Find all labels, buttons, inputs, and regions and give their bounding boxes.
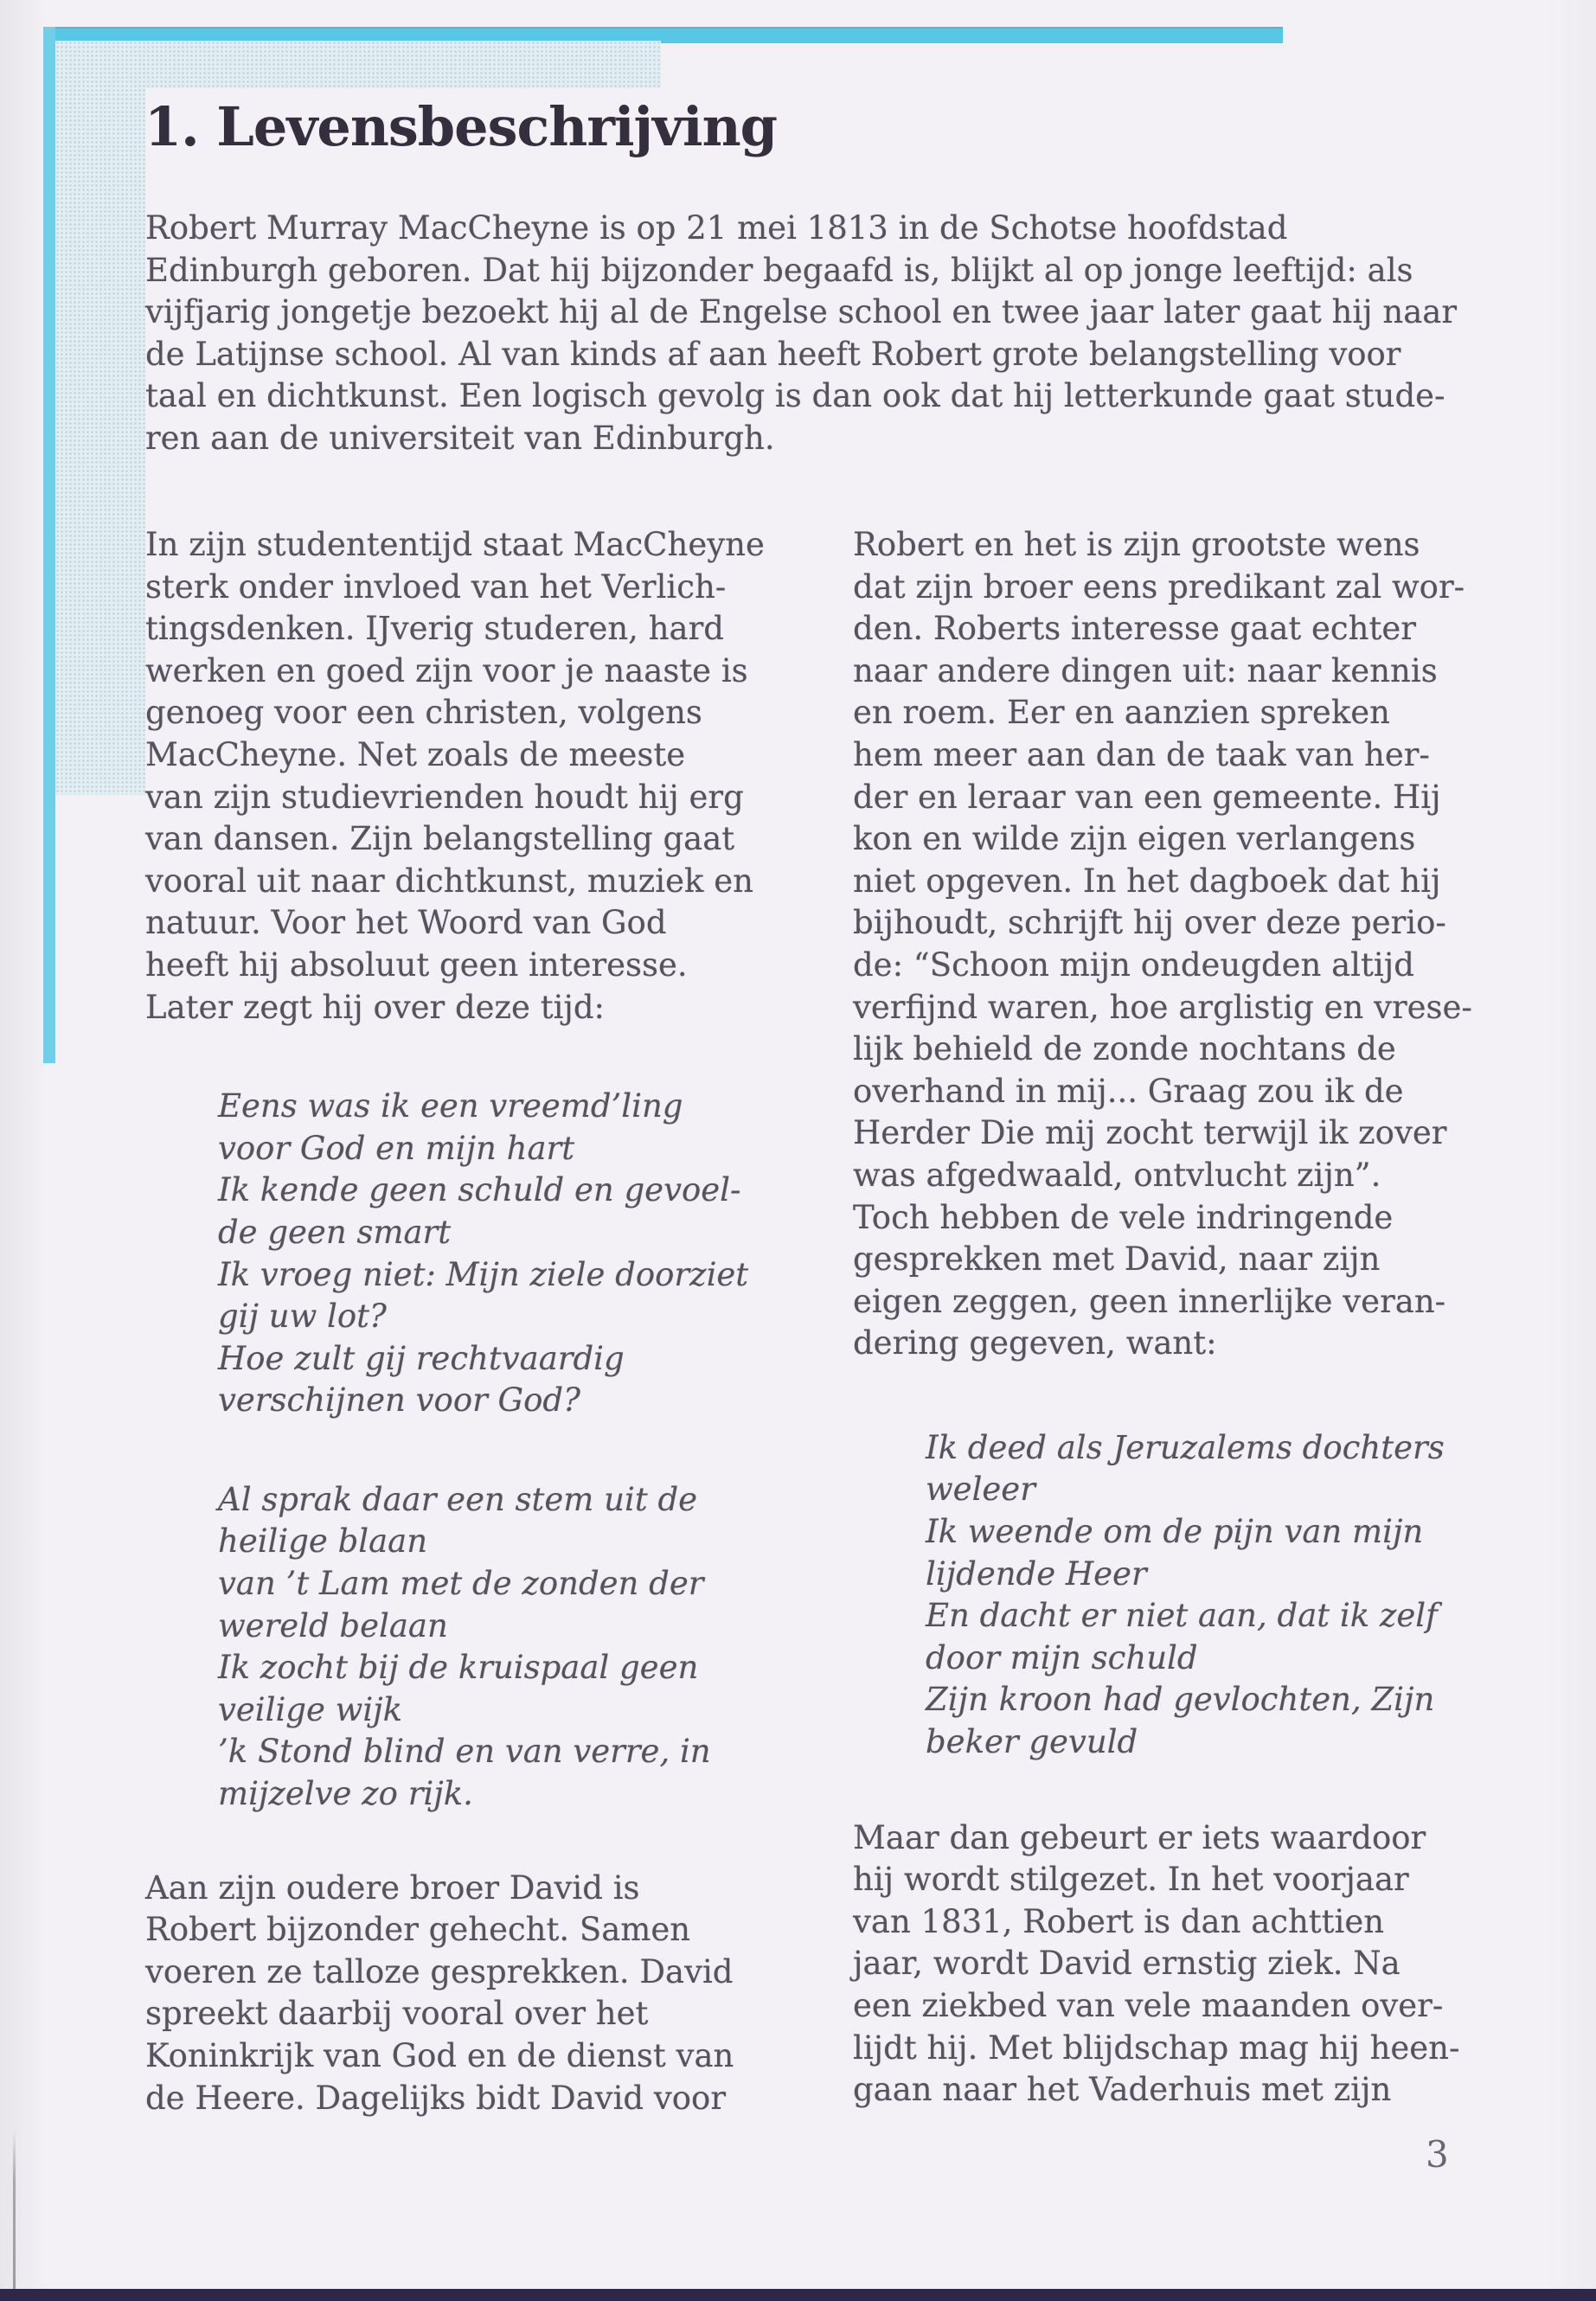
text-line: Koninkrijk van God en de dienst van	[145, 2037, 734, 2074]
text-line: niet opgeven. In het dagboek dat hij	[853, 862, 1441, 900]
text-line: de Heere. Dagelijks bidt David voor	[145, 2079, 727, 2117]
page-title: 1. Levensbeschrijving	[144, 95, 777, 158]
text-line: de: “Schoon mijn ondeugden altijd	[853, 945, 1414, 984]
text-line: tingsdenken. IJverig studeren, hard	[145, 610, 724, 648]
text-line: Herder Die mij zocht terwijl ik zover	[853, 1114, 1447, 1152]
text-line: ’k Stond blind en van verre, in	[218, 1733, 711, 1771]
text-line: Robert en het is zijn grootste wens	[853, 526, 1420, 563]
text-line: den. Roberts interesse gaat echter	[853, 610, 1416, 648]
text-line: een ziekbed van vele maanden over-	[853, 1987, 1444, 2024]
text-line: Later zegt hij over deze tijd:	[145, 988, 606, 1026]
text-line: was afgedwaald, ontvlucht zijn”.	[853, 1156, 1381, 1194]
right-paragraph-1	[853, 524, 1510, 1365]
intro-paragraph	[145, 208, 1495, 460]
text-line: Ik vroeg niet: Mijn ziele doorziet	[218, 1255, 749, 1293]
text-line: lijdt hij. Met blijdschap mag hij heen-	[853, 2029, 1460, 2067]
text-line: Ik kende geen schuld en gevoel-	[218, 1171, 741, 1209]
text-line: Ik weende om de pijn van mijn	[926, 1513, 1424, 1551]
left-poem-1	[145, 1086, 803, 1422]
text-line: lijk behield de zonde nochtans de	[853, 1030, 1396, 1068]
text-line: Ik zocht bij de kruispaal geen	[218, 1649, 699, 1687]
text-line: beker gevuld	[926, 1723, 1138, 1761]
text-line: gesprekken met David, naar zijn	[853, 1240, 1381, 1279]
text-line: En dacht er niet aan, dat ik zelf	[926, 1597, 1438, 1635]
text-line: voeren ze talloze gesprekken. David	[145, 1952, 734, 1990]
text-line: voor God en mijn hart	[218, 1129, 575, 1167]
text-line: wereld belaan	[218, 1606, 448, 1644]
text-line: Edinburgh geboren. Dat hij bijzonder begaafd is, blijkt al op jonge leeftijd: als	[145, 251, 1413, 289]
text-line: dering gegeven, want:	[853, 1324, 1217, 1362]
text-line: weleer	[926, 1471, 1035, 1509]
halftone-panel-top	[55, 41, 661, 88]
text-line: jaar, wordt David ernstig ziek. Na	[853, 1945, 1401, 1983]
text-line: heilige blaan	[218, 1522, 428, 1561]
text-line: dat zijn broer eens predikant zal wor-	[853, 567, 1465, 606]
text-line: Aan zijn oudere broer David is	[145, 1868, 640, 1907]
text-line: hem meer aan dan de taak van her-	[853, 735, 1430, 773]
text-line: van dansen. Zijn belangstelling gaat	[145, 820, 735, 858]
text-line: Maar dan gebeurt er iets waardoor	[853, 1818, 1426, 1856]
text-line: ren aan de universiteit van Edinburgh.	[145, 419, 775, 457]
right-column	[853, 524, 1510, 2112]
text-line: veilige wijk	[218, 1690, 403, 1728]
text-line: de Latijnse school. Al van kinds af aan heeft Robert grote belangstelling voor	[145, 335, 1401, 373]
text-line: In zijn studententijd staat MacCheyne	[145, 526, 765, 563]
text-line: mijzelve zo rijk.	[218, 1775, 473, 1813]
right-paragraph-2	[853, 1817, 1510, 2112]
text-line: spreekt daarbij vooral over het	[145, 1995, 649, 2033]
text-line: kon en wilde zijn eigen verlangens	[853, 820, 1416, 858]
text-line: Robert bijzonder gehecht. Samen	[145, 1911, 691, 1949]
text-line: Robert Murray MacCheyne is op 21 mei 1813 in de Schotse hoofdstad	[145, 209, 1288, 247]
text-line: sterk onder invloed van het Verlich-	[145, 567, 727, 606]
text-line: eigen zeggen, geen innerlijke veran-	[853, 1282, 1446, 1320]
bottom-bar	[0, 2289, 1596, 2301]
text-line: bijhoudt, schrijft hij over deze perio-	[853, 904, 1446, 942]
halftone-panel-left	[55, 41, 145, 795]
left-poem-2	[145, 1479, 803, 1816]
text-line: van zijn studievrienden houdt hij erg	[145, 778, 744, 816]
text-line: heeft hij absoluut geen interesse.	[145, 945, 688, 984]
left-paragraph-2	[145, 1868, 803, 2120]
text-line: Toch hebben de vele indringende	[853, 1198, 1394, 1236]
text-line: Eens was ik een vreemd’ling	[218, 1087, 683, 1125]
text-line: van 1831, Robert is dan achttien	[853, 1902, 1385, 1940]
text-line: van ’t Lam met de zonden der	[218, 1565, 704, 1603]
text-line: naar andere dingen uit: naar kennis	[853, 651, 1438, 689]
text-line: Hoe zult gij rechtvaardig	[218, 1339, 625, 1377]
text-line: en roem. Eer en aanzien spreken	[853, 694, 1390, 732]
text-line: hij wordt stilgezet. In het voorjaar	[853, 1861, 1409, 1899]
text-line: werken en goed zijn voor je naaste is	[145, 651, 748, 689]
left-column	[145, 524, 803, 2119]
text-line: Al sprak daar een stem uit de	[218, 1480, 698, 1518]
left-accent-bar	[43, 27, 55, 1063]
text-line: lijdende Heer	[926, 1554, 1147, 1593]
text-line: gij uw lot?	[218, 1298, 387, 1336]
text-line: vooral uit naar dichtkunst, muziek en	[145, 862, 753, 900]
page-number: 3	[1426, 2133, 1449, 2176]
text-line: genoeg voor een christen, volgens	[145, 694, 702, 732]
text-line: Ik deed als Jeruzalems dochters	[926, 1428, 1445, 1466]
scan-edge-artifact	[13, 2130, 16, 2299]
text-line: MacCheyne. Net zoals de meeste	[145, 735, 686, 773]
text-line: verfijnd waren, hoe arglistig en vrese-	[853, 988, 1472, 1026]
text-line: vijfjarig jongetje bezoekt hij al de Engelse school en twee jaar later gaat hij naar	[145, 293, 1458, 331]
text-line: der en leraar van een gemeente. Hij	[853, 778, 1441, 816]
text-line: verschijnen voor God?	[218, 1381, 580, 1420]
text-line: door mijn schuld	[926, 1638, 1198, 1676]
text-line: taal en dichtkunst. Een logisch gevolg is dan ook dat hij letterkunde gaat stude-	[145, 377, 1445, 415]
text-line: overhand in mij... Graag zou ik de	[853, 1072, 1404, 1110]
right-poem-1	[853, 1427, 1510, 1764]
text-line: Zijn kroon had gevlochten, Zijn	[926, 1681, 1435, 1719]
left-paragraph-1	[145, 524, 803, 1029]
text-line: natuur. Voor het Woord van God	[145, 904, 667, 942]
text-line: de geen smart	[218, 1213, 452, 1251]
text-line: gaan naar het Vaderhuis met zijn	[853, 2071, 1392, 2109]
